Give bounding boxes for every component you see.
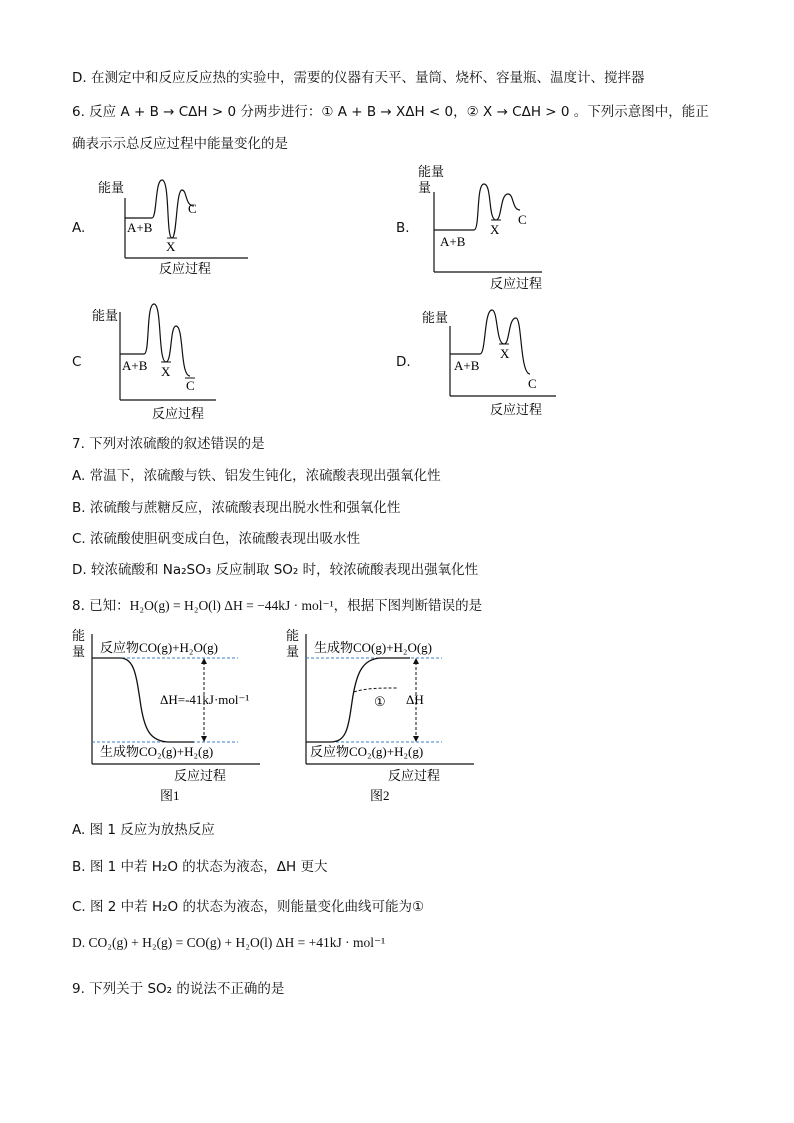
q7-stem: 7. 下列对浓硫酸的叙述错误的是 — [72, 436, 265, 452]
q7-option-b: B. 浓硫酸与蔗糖反应，浓硫酸表现出脱水性和强氧化性 — [72, 500, 401, 516]
fig2-curve-marker: ① — [374, 694, 386, 709]
product-label: C — [188, 201, 197, 216]
q6-option-c-label: C — [72, 354, 82, 370]
fig1-y-label-2: 量 — [72, 644, 86, 659]
intermediate-label: X — [161, 364, 171, 379]
q6-stem-line1: 6. 反应 A + B → CΔH > 0 分两步进行：① A + B → XΔH < 0，② X → CΔH > 0 。下列示意图中，能正 — [72, 104, 709, 120]
fig1-y-label-1: 能 — [72, 628, 86, 643]
diagram-x-label: 反应过程 — [490, 402, 543, 417]
product-label: C — [518, 212, 527, 227]
q8-figure-1 — [70, 626, 270, 806]
reactant-label: A+B — [122, 358, 148, 373]
fig1-bottom-label: 生成物CO₂(g)+H₂(g) — [100, 744, 214, 759]
q6-diagram-c — [92, 300, 222, 425]
reactant-label: A+B — [454, 358, 480, 373]
fig1-top-label: 反应物CO(g)+H₂O(g) — [100, 640, 219, 655]
intermediate-label: X — [490, 222, 500, 237]
reactant-label: A+B — [127, 220, 153, 235]
product-label: C — [186, 378, 195, 393]
q6-diagram-b — [410, 162, 570, 294]
diagram-y-label: 能量 — [92, 308, 119, 323]
diagram-x-label: 反应过程 — [152, 406, 205, 421]
q8-option-c: C. 图 2 中若 H₂O 的状态为液态，则能量变化曲线可能为① — [72, 899, 425, 915]
fig1-dh-label: ΔH=-41kJ·mol⁻¹ — [160, 692, 250, 707]
fig2-y-label-2: 量 — [286, 644, 300, 659]
diagram-y-label: 能量 — [418, 164, 445, 179]
intermediate-label: X — [166, 239, 176, 254]
q6-diagram-a — [92, 170, 252, 280]
diagram-x-label: 反应过程 — [159, 261, 212, 276]
q8-stem — [72, 594, 482, 614]
q8-figure-2 — [284, 626, 484, 806]
fig2-caption: 图2 — [370, 788, 390, 803]
diagram-y-label-2: 量 — [418, 180, 432, 195]
fig1-x-label: 反应过程 — [174, 768, 227, 783]
intermediate-label: X — [500, 346, 510, 361]
q8-option-a: A. 图 1 反应为放热反应 — [72, 822, 215, 838]
q8-option-d: D. CO₂(g) + H₂(g) = CO(g) + H₂O(l) ΔH = +41kJ · mol⁻¹ — [72, 935, 386, 950]
q5-option-d: D. 在测定中和反应反应热的实验中，需要的仪器有天平、量筒、烧杯、容量瓶、温度计、搅拌器 — [72, 70, 645, 86]
q8-stem-post: ，根据下图判断错误的是 — [333, 598, 483, 614]
fig1-caption: 图1 — [160, 788, 180, 803]
fig2-top-label: 生成物CO(g)+H₂O(g) — [314, 640, 433, 655]
fig2-dh-label: ΔH — [406, 692, 424, 707]
q6-option-a-label: A. — [72, 220, 86, 236]
q8-option-b: B. 图 1 中若 H₂O 的状态为液态，ΔH 更大 — [72, 859, 328, 875]
q6-option-d-label: D. — [396, 354, 411, 370]
fig2-x-label: 反应过程 — [388, 768, 441, 783]
q6-option-b-label: B. — [396, 220, 410, 236]
q7-option-d: D. 较浓硫酸和 Na₂SO₃ 反应制取 SO₂ 时，较浓硫酸表现出强氧化性 — [72, 562, 479, 578]
q7-option-c: C. 浓硫酸使胆矾变成白色，浓硫酸表现出吸水性 — [72, 531, 361, 547]
product-label: C — [528, 376, 537, 391]
fig2-y-label-1: 能 — [286, 628, 300, 643]
diagram-y-label: 能量 — [422, 310, 449, 325]
q6-diagram-d — [418, 302, 568, 424]
diagram-x-label: 反应过程 — [490, 276, 543, 291]
q8-stem-equation: H₂O(g) = H₂O(l) ΔH = −44kJ · mol⁻¹ — [129, 598, 334, 613]
q9-stem: 9. 下列关于 SO₂ 的说法不正确的是 — [72, 981, 285, 997]
reactant-label: A+B — [440, 234, 466, 249]
q7-option-a: A. 常温下，浓硫酸与铁、铝发生钝化，浓硫酸表现出强氧化性 — [72, 468, 441, 484]
fig2-bottom-label: 反应物CO₂(g)+H₂(g) — [310, 744, 424, 759]
q8-stem-pre: 8. 已知： — [72, 598, 130, 614]
q6-stem-line2: 确表示示总反应过程中能量变化的是 — [72, 136, 288, 152]
diagram-y-label: 能量 — [98, 180, 125, 195]
